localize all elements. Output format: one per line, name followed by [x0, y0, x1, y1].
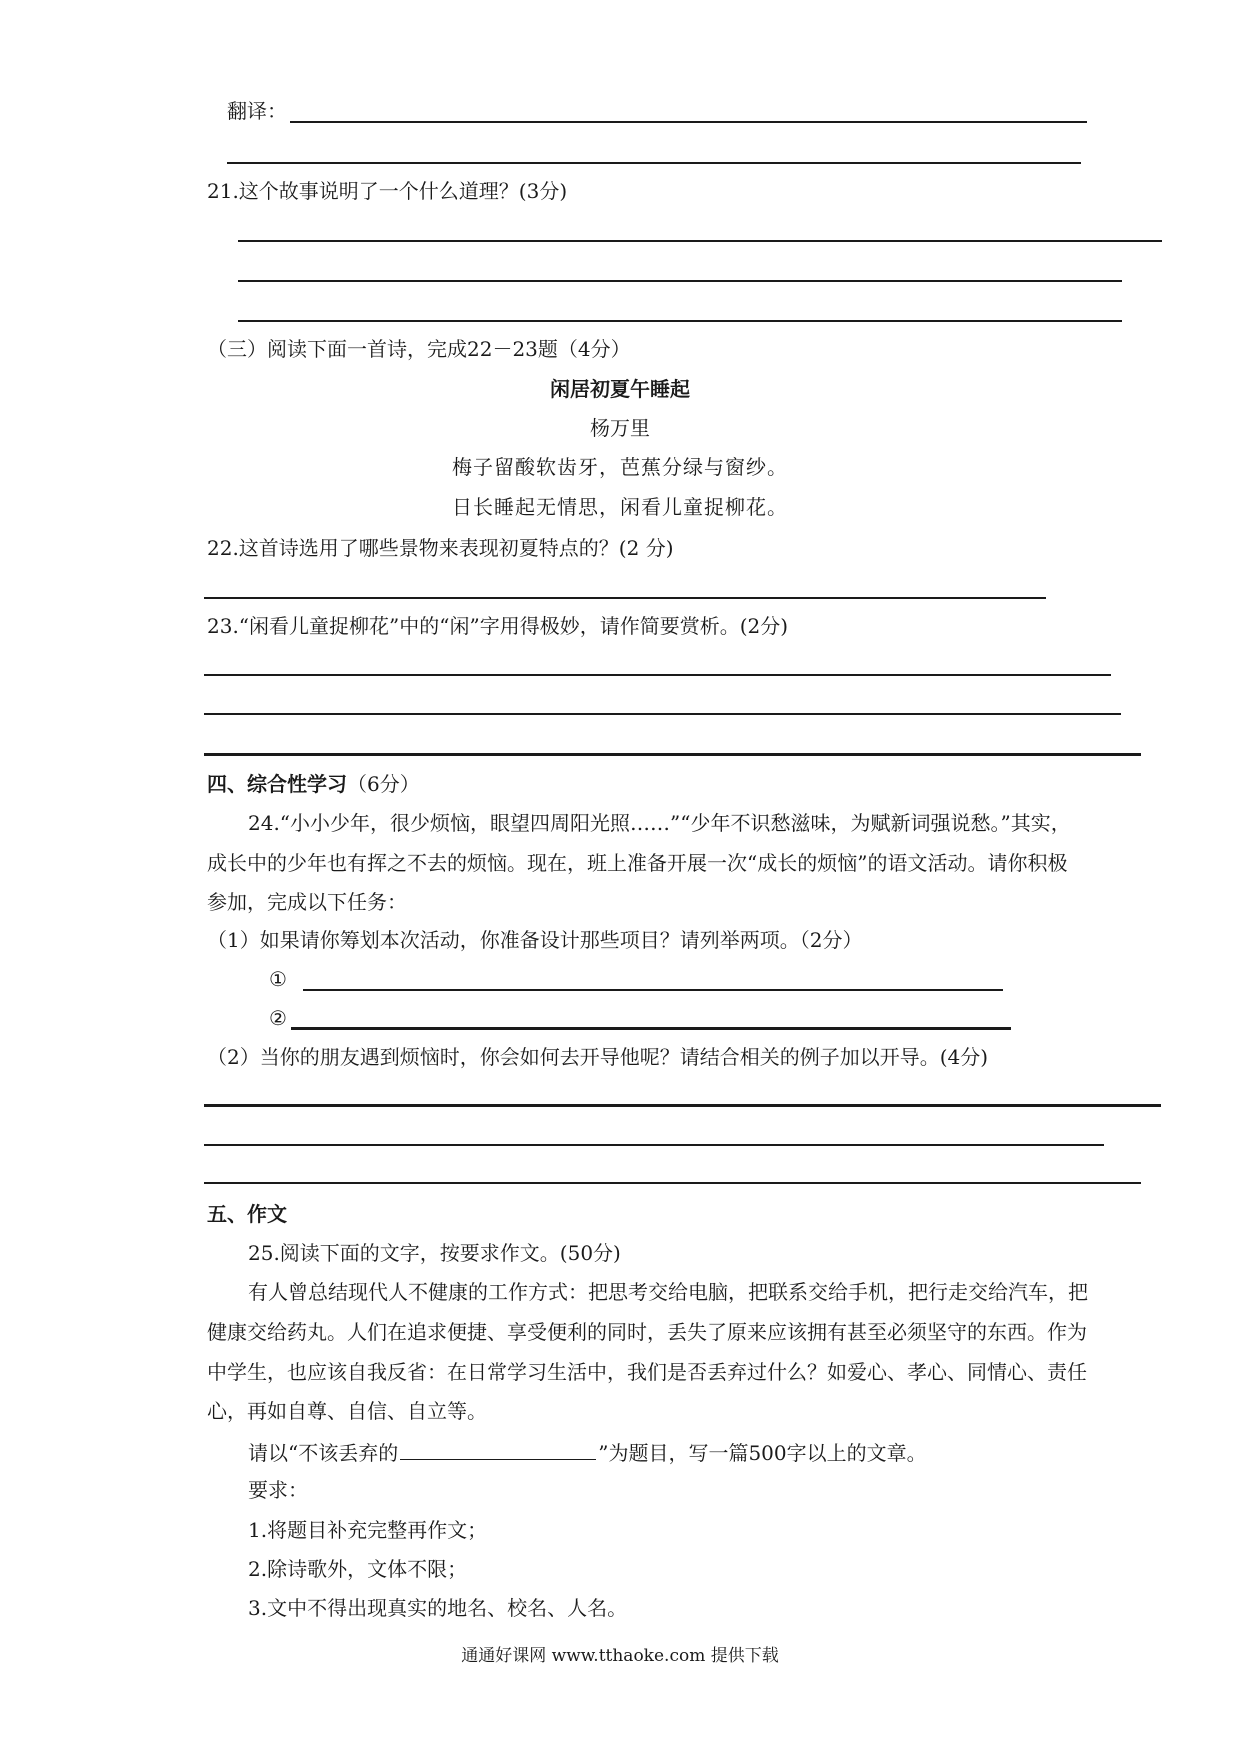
- page-footer: 通通好课网 www.tthaoke.com 提供下载: [461, 1646, 779, 1666]
- essay-title-suffix: ”为题目，写一篇500字以上的文章。: [598, 1441, 927, 1465]
- task-2: （2）当你的朋友遇到烦恼时，你会如何去开导他呢？请结合相关的例子加以开导。(4分): [207, 1045, 989, 1069]
- essay-prompt-line: 有人曾总结现代人不健康的工作方式：把思考交给电脑，把联系交给手机，把行走交给汽车，把: [248, 1280, 1088, 1304]
- answer-line: [238, 280, 1122, 282]
- question-25: 25.阅读下面的文字，按要求作文。(50分): [248, 1241, 621, 1265]
- answer-line: [227, 162, 1081, 164]
- essay-title-instruction: [248, 1441, 927, 1463]
- section-4-title: 四、综合性学习: [207, 772, 347, 796]
- question-24-line: 成长中的少年也有挥之不去的烦恼。现在，班上准备开展一次“成长的烦恼”的语文活动。请你积极: [207, 851, 1068, 875]
- question-24-line: 24.“小小少年，很少烦恼，眼望四周阳光照……”“少年不识愁滋味，为赋新词强说愁。”其实，: [248, 811, 1071, 835]
- essay-prompt-line: 中学生，也应该自我反省：在日常学习生活中，我们是否丢弃过什么？如爱心、孝心、同情心、责任: [207, 1360, 1087, 1384]
- item-2-mark: ②: [269, 1006, 287, 1030]
- question-24-line: 参加，完成以下任务：: [207, 890, 407, 914]
- answer-line: [204, 1144, 1104, 1146]
- answer-line: [303, 989, 1003, 991]
- poem-line: 日长睡起无情思，闲看儿童捉柳花。: [452, 495, 788, 519]
- answer-line: [204, 1182, 1141, 1184]
- section-4-heading: [207, 774, 420, 794]
- essay-title-prefix: 请以“不该丢弃的: [248, 1441, 399, 1465]
- poem-line: 梅子留酸软齿牙，芭蕉分绿与窗纱。: [452, 455, 788, 479]
- answer-line: [204, 597, 1046, 599]
- answer-line: [291, 1027, 1011, 1030]
- poem-title: 闲居初夏午睡起: [550, 377, 690, 401]
- question-23: 23.“闲看儿童捉柳花”中的“闲”字用得极妙，请作简要赏析。(2分): [207, 614, 789, 638]
- question-22: 22.这首诗选用了哪些景物来表现初夏特点的？(2 分): [207, 536, 674, 560]
- essay-prompt-line: 健康交给药丸。人们在追求便捷、享受便利的同时，丢失了原来应该拥有甚至必须坚守的东西。作为: [207, 1320, 1087, 1344]
- task-1: （1）如果请你筹划本次活动，你准备设计那些项目？请列举两项。（2分）: [207, 928, 863, 952]
- question-21: 21.这个故事说明了一个什么道理？(3分): [207, 179, 568, 203]
- answer-line: [204, 713, 1121, 715]
- item-1-mark: ①: [269, 967, 287, 991]
- requirement-item: 1.将题目补充完整再作文；: [248, 1518, 488, 1542]
- answer-line: [238, 320, 1122, 322]
- essay-prompt-line: 心，再如自尊、自信、自立等。: [207, 1399, 487, 1423]
- answer-line: [204, 1104, 1161, 1107]
- poem-author: 杨万里: [590, 416, 650, 440]
- requirement-item: 3.文中不得出现真实的地名、校名、人名。: [248, 1596, 628, 1620]
- answer-line: [204, 674, 1111, 676]
- answer-line: [290, 121, 1087, 123]
- section-5-heading: 五、作文: [207, 1202, 287, 1226]
- section-3-heading: （三）阅读下面一首诗，完成22－23题（4分）: [207, 337, 631, 361]
- title-blank: [400, 1441, 596, 1460]
- requirement-item: 2.除诗歌外，文体不限；: [248, 1557, 468, 1581]
- answer-line: [204, 753, 1141, 756]
- answer-line: [238, 240, 1162, 242]
- translation-label: 翻译：: [227, 99, 287, 123]
- section-4-points: （6分）: [347, 772, 420, 796]
- requirements-label: 要求：: [248, 1478, 308, 1502]
